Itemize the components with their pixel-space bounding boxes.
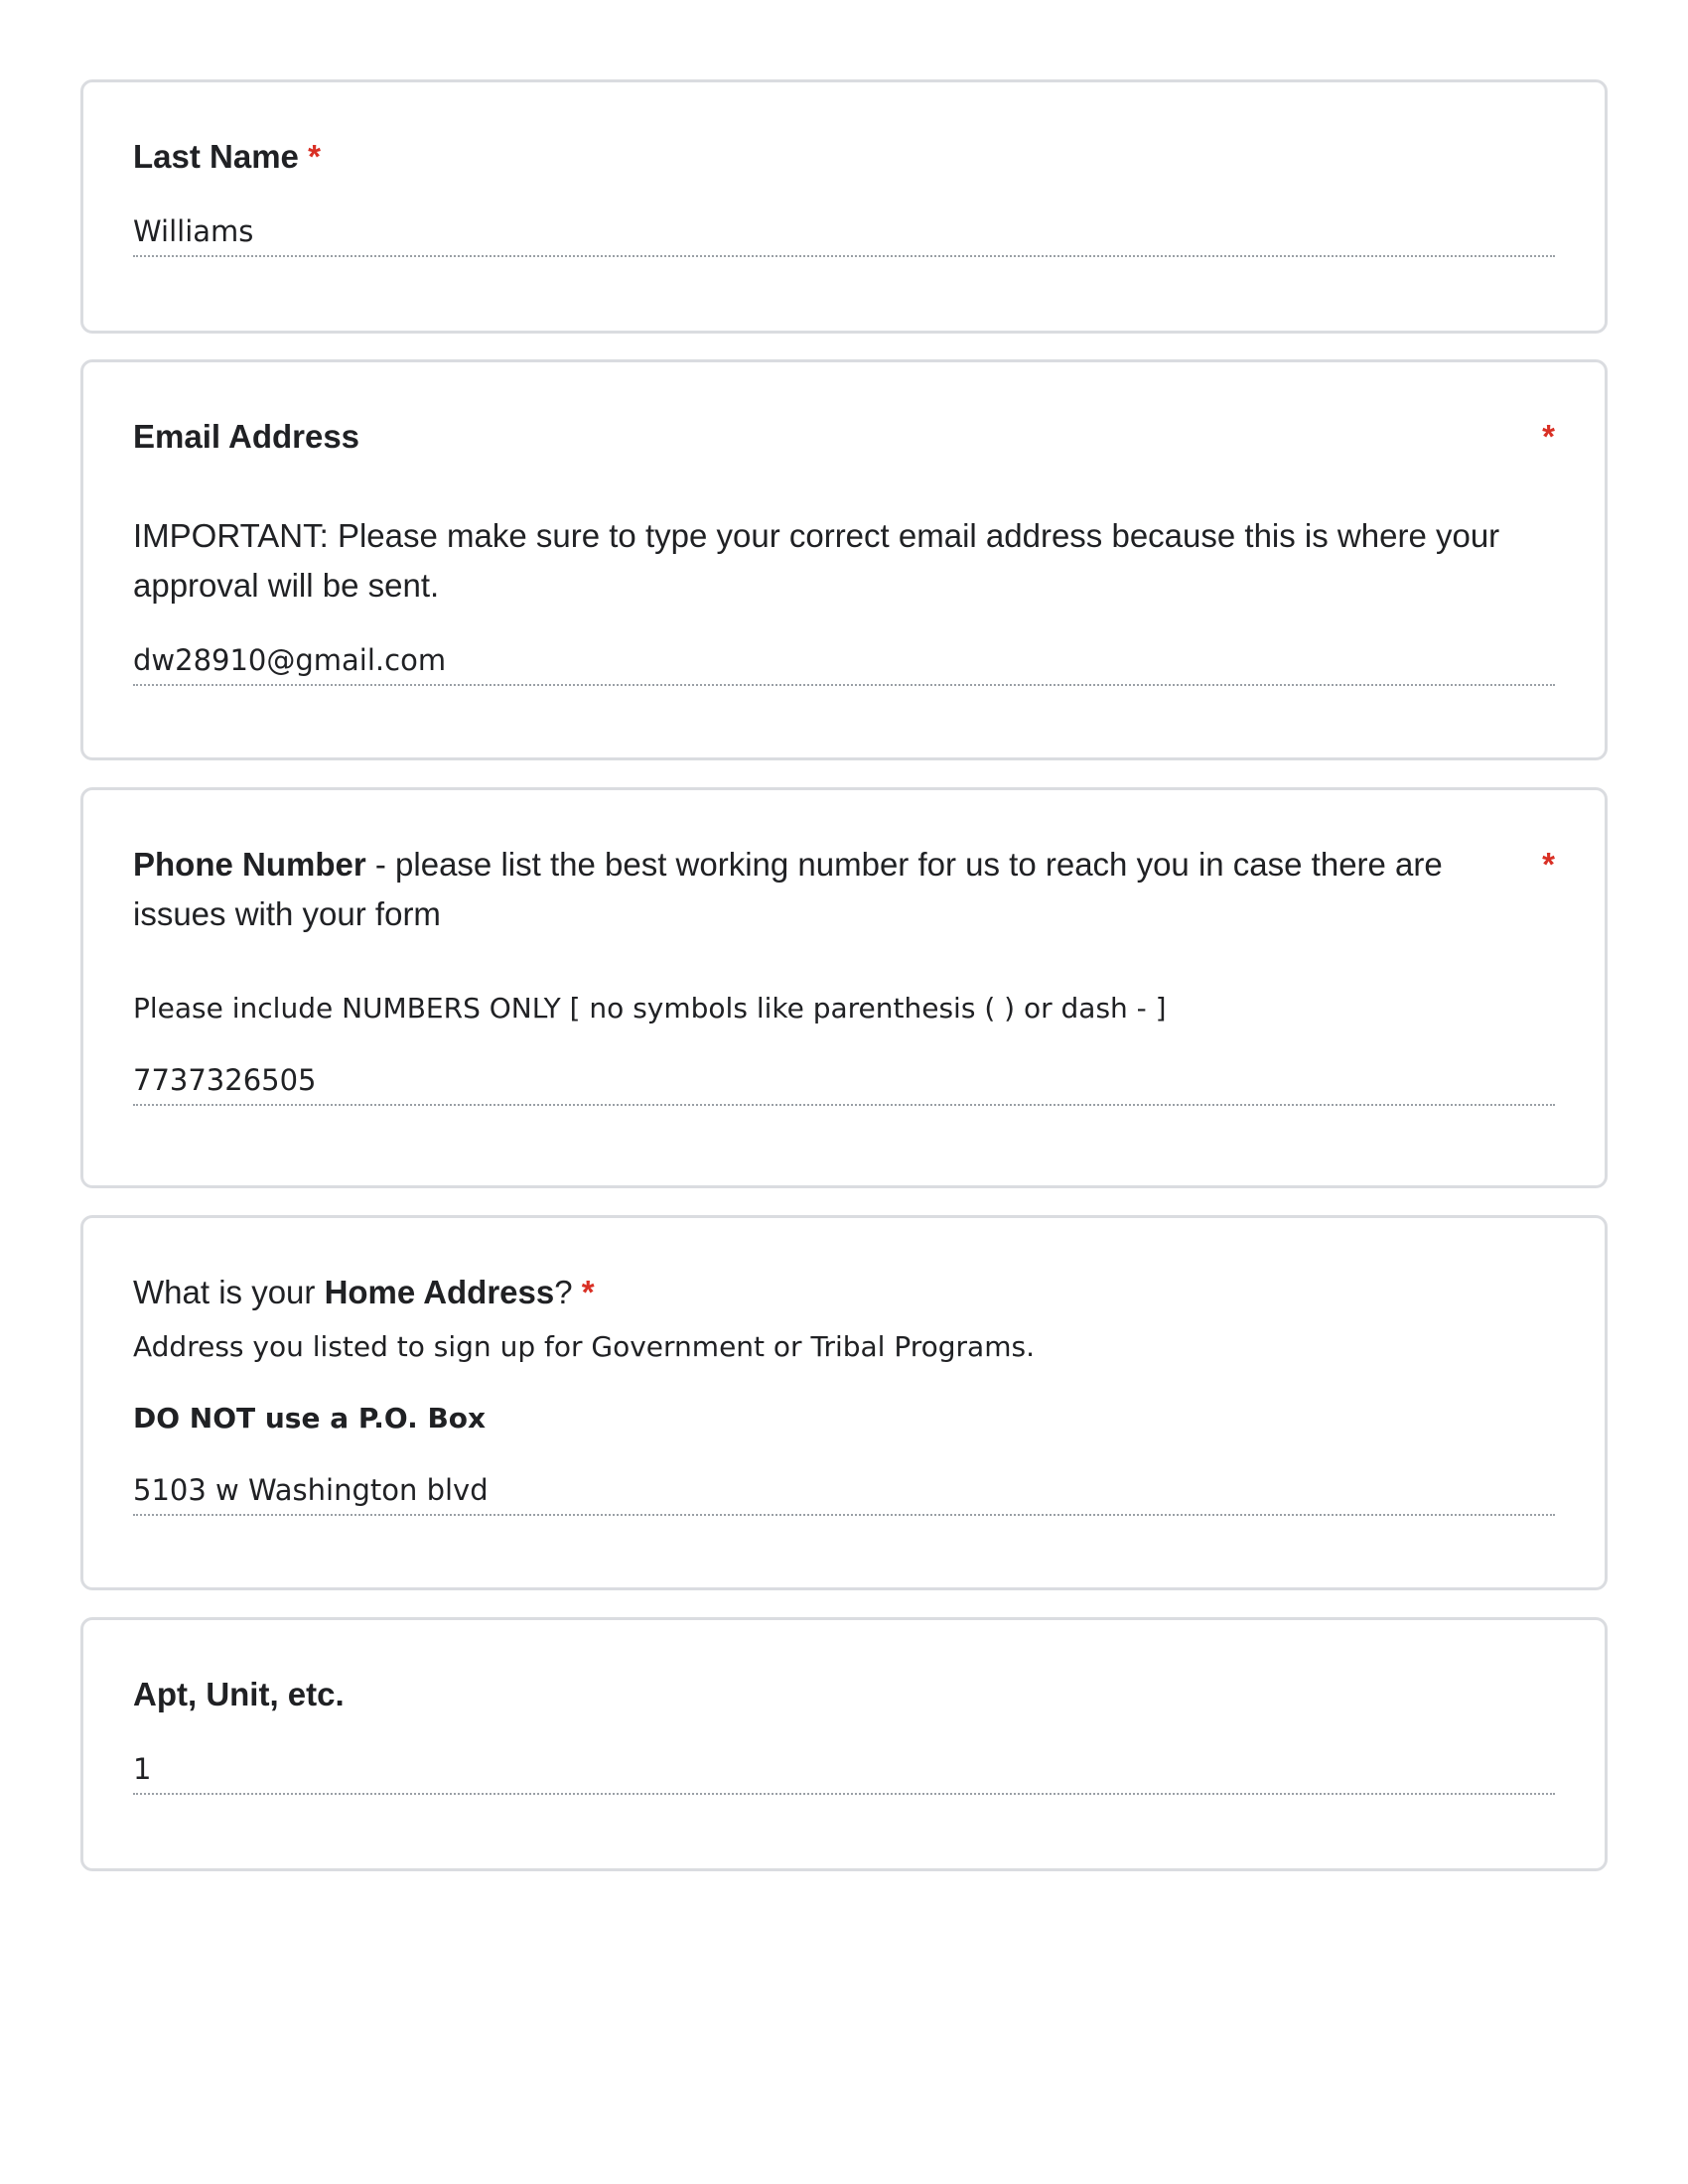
question-title — [133, 412, 1555, 462]
required-asterisk: * — [1542, 418, 1555, 455]
question-description-bold: DO NOT use a P.O. Box — [133, 1402, 487, 1434]
question-title — [133, 132, 1555, 182]
question-title-rest: - please list the best working number for us to reach you in case there are issues with your form — [133, 846, 1443, 932]
question-description: IMPORTANT: Please make sure to type your correct email address because this is where your approval will be sent. — [133, 517, 1500, 604]
question-card-home-address — [80, 1215, 1608, 1590]
apt-answer[interactable]: 1 — [133, 1749, 1555, 1795]
question-card-last-name — [80, 79, 1608, 334]
question-description: Please include NUMBERS ONLY [ no symbols like parenthesis ( ) or dash - ] — [133, 992, 1167, 1024]
home-address-answer[interactable]: 5103 w Washington blvd — [133, 1470, 1555, 1516]
question-description: Address you listed to sign up for Government or Tribal Programs. — [133, 1330, 1035, 1363]
question-card-email — [80, 359, 1608, 760]
question-title — [133, 1670, 1555, 1719]
question-title — [133, 1268, 1555, 1317]
question-title-prefix: What is your — [133, 1274, 325, 1310]
question-title-text: Email Address — [133, 418, 360, 455]
required-asterisk: * — [308, 138, 321, 175]
required-asterisk: * — [581, 1274, 595, 1310]
last-name-answer[interactable]: Williams — [133, 211, 1555, 257]
question-title — [133, 840, 1555, 939]
question-title-suffix: ? — [554, 1274, 573, 1310]
question-title-bold: Phone Number — [133, 846, 366, 883]
question-card-apt — [80, 1617, 1608, 1871]
question-title-text: Apt, Unit, etc. — [133, 1676, 345, 1712]
question-title-bold: Home Address — [324, 1274, 555, 1310]
required-asterisk: * — [1542, 846, 1555, 883]
question-card-phone — [80, 787, 1608, 1188]
question-title-text: Last Name — [133, 138, 299, 175]
phone-answer[interactable]: 7737326505 — [133, 1060, 1555, 1106]
email-answer[interactable]: dw28910@gmail.com — [133, 640, 1555, 686]
